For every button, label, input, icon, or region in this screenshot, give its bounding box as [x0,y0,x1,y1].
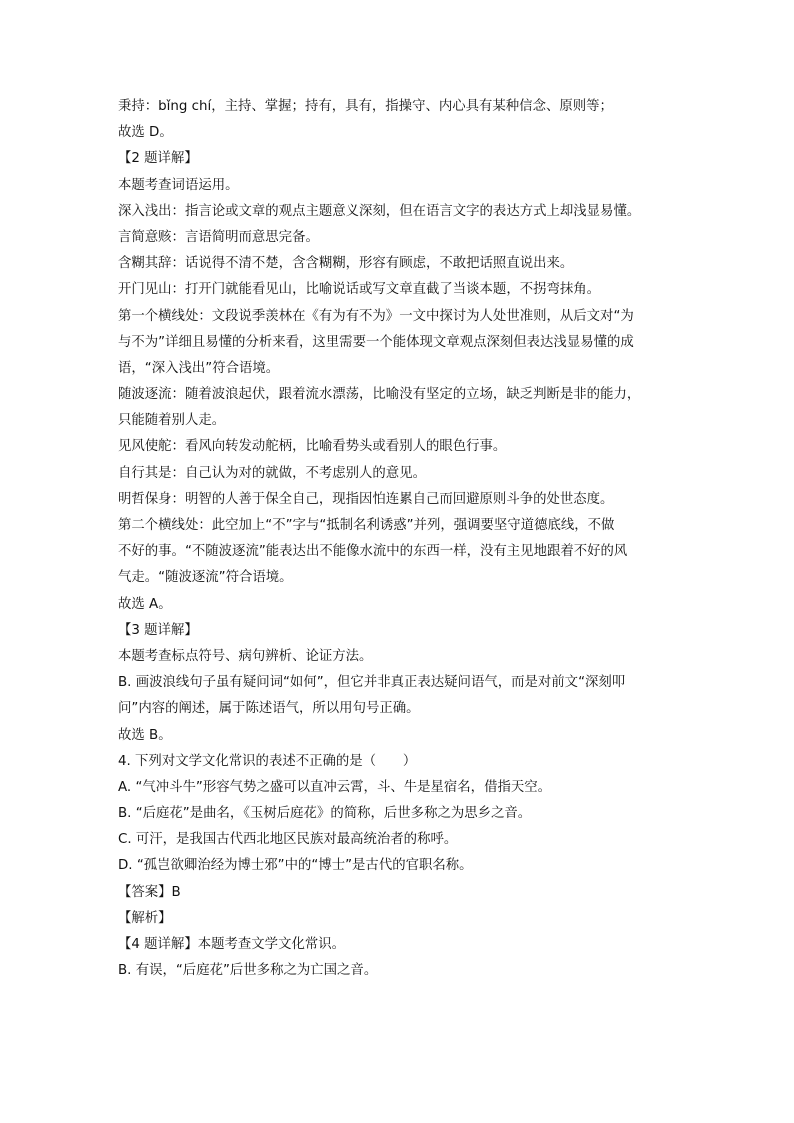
option-b: B. “后庭花”是曲名，《玉树后庭花》的简称，后世多称之为思乡之音。 [118,806,532,822]
text-line: 言简意赅：言语简明而意思完备。 [118,229,319,245]
question-stem: 4. 下列对文学文化常识的表述不正确的是（ ） [118,753,417,769]
text-line: 故选 B。 [118,727,172,743]
text-line: 含糊其辞：话说得不清不楚，含含糊糊，形容有顾虑，不敢把话照直说出来。 [118,256,574,272]
text-line: 本题考查标点符号、病句辨析、论证方法。 [118,648,373,664]
text-line: 本题考查词语运用。 [118,177,239,193]
text-line: 第二个横线处：此空加上“不”字与“抵制名利诱惑”并列，强调要坚守道德底线，不做 [118,518,615,533]
page-content [118,94,678,984]
text-line: 自行其是：自己认为对的就做，不考虑别人的意见。 [118,465,426,481]
text-line: 深入浅出：指言论或文章的观点主题意义深刻，但在语言文字的表达方式上却浅显易懂。 [118,203,641,219]
text-line: B. 画波浪线句子虽有疑问词“如何”，但它并非真正表达疑问语气，而是对前文“深刻叩 [118,675,626,691]
text-line: 随波逐流：随着波浪起伏，跟着流水漂荡，比喻没有坚定的立场，缺乏判断是非的能力， [118,387,641,403]
text-line: B. 有误，“后庭花”后世多称之为亡国之音。 [118,963,378,979]
text-line: 问”内容的阐述，属于陈述语气，所以用句号正确。 [118,701,420,717]
answer-label: 【答案】B [118,884,181,900]
text-line: 第一个横线处：文段说季羡林在《有为有不为》一文中探讨为人处世准则，从后文对“为 [118,308,634,324]
text-line: 明哲保身：明智的人善于保全自己，现指因怕连累自己而回避原则斗争的处世态度。 [118,491,614,507]
section-heading: 【3 题详解】 [118,622,198,638]
text-line: 只能随着别人走。 [118,413,226,429]
text-line: 气走。“随波逐流”符合语境。 [118,570,293,586]
text-line: 秉持：bǐng chí，主持、掌握；持有，具有，指操守、内心具有某种信念、原则等； [118,99,613,114]
text-line: 故选 A。 [118,596,172,612]
option-d: D. “孤岂欲卿治经为博士邪”中的“博士”是古代的官职名称。 [118,858,473,874]
section-heading: 【4 题详解】本题考查文学文化常识。 [118,937,346,952]
analysis-label: 【解析】 [118,910,172,926]
section-heading: 【2 题详解】 [118,151,198,167]
option-c: C. 可汗，是我国古代西北地区民族对最高统治者的称呼。 [118,832,458,848]
text-line: 故选 D。 [118,125,173,141]
text-line: 与不为”详细且易懂的分析来看，这里需要一个能体现文章观点深刻但表达浅显易懂的成 [118,334,634,350]
text-line: 语，“深入浅出”符合语境。 [118,360,280,376]
text-line: 开门见山：打开门就能看见山，比喻说话或写文章直截了当谈本题，不拐弯抹角。 [118,282,601,298]
text-line: 不好的事。“不随波逐流”能表达出不能像水流中的东西一样，没有主见地跟着不好的风 [118,544,628,560]
text-line: 见风使舵：看风向转发动舵柄，比喻看势头或看别人的眼色行事。 [118,439,507,455]
option-a: A. “气冲斗牛”形容气势之盛可以直冲云霄，斗、牛是星宿名，借指天空。 [118,779,552,795]
